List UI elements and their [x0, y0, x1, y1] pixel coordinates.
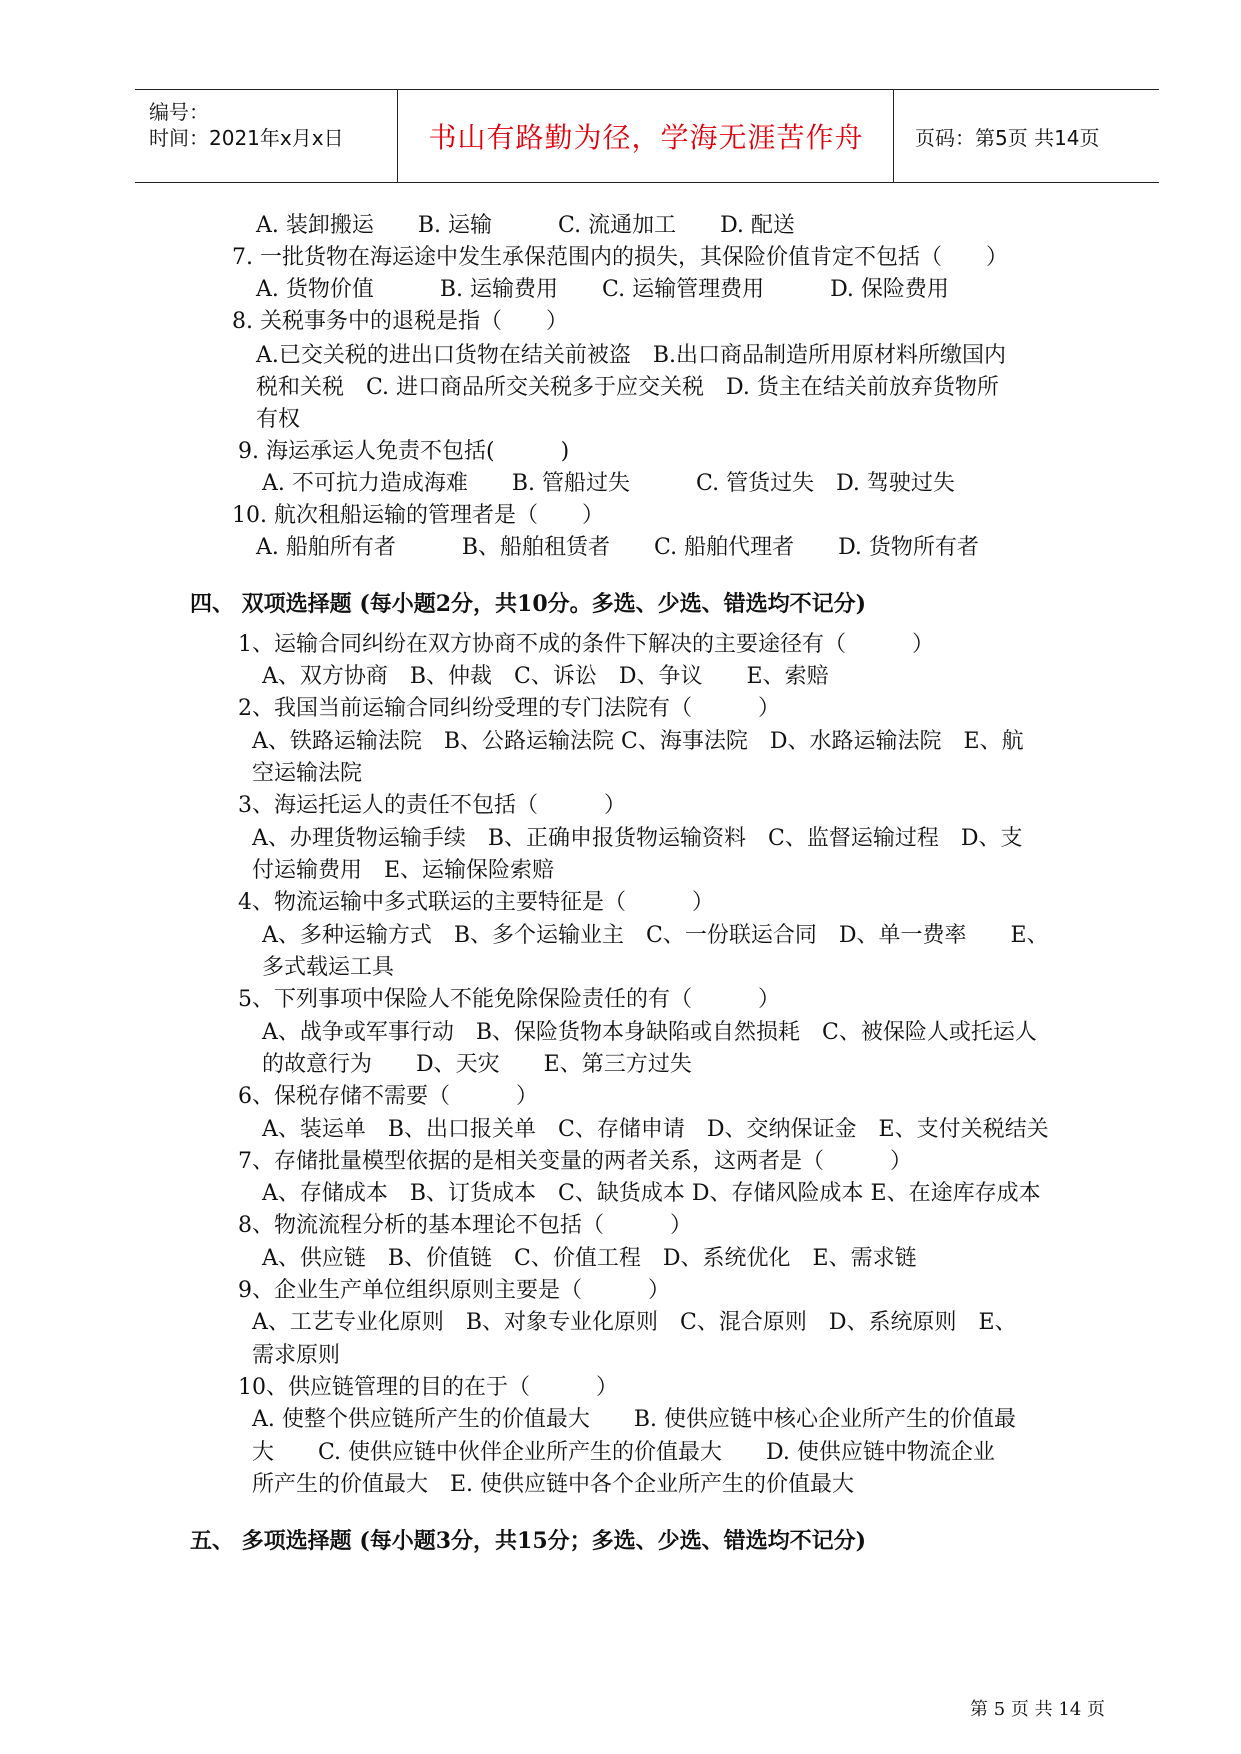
page-footer: 第 5 页 共 14 页	[970, 1699, 1105, 1720]
question-text-line: 10、供应链管理的目的在于（ ）	[238, 1375, 618, 1400]
question-text-line: 大 C. 使供应链中伙伴企业所产生的价值最大 D. 使供应链中物流企业	[252, 1440, 995, 1465]
question-text-line: A、多种运输方式 B、多个运输业主 C、一份联运合同 D、单一费率 E、	[262, 923, 1049, 948]
question-text-line: A.已交关税的进出口货物在结关前被盗 B.出口商品制造所用原材料所缴国内	[256, 343, 1007, 368]
question-text-line: 7、存储批量模型依据的是相关变量的两者关系，这两者是（ ）	[238, 1149, 912, 1174]
header-motto: 书山有路勤为径，学海无涯苦作舟	[428, 121, 864, 154]
document-time-label: 时间：2021年x月x日	[149, 126, 344, 150]
question-text-line: 10. 航次租船运输的管理者是（ ）	[232, 503, 604, 528]
question-text-line: A、战争或军事行动 B、保险货物本身缺陷或自然损耗 C、被保险人或托运人	[262, 1020, 1037, 1045]
question-text-line: 2、我国当前运输合同纠纷受理的专门法院有（ ）	[238, 696, 780, 721]
section-title-4: 四、 双项选择题 (每小题2分，共10分。多选、少选、错选均不记分)	[190, 591, 867, 617]
question-text-line: 8、物流流程分析的基本理论不包括（ ）	[238, 1213, 692, 1238]
question-text-line: 5、下列事项中保险人不能免除保险责任的有（ ）	[238, 987, 780, 1012]
question-text-line: 4、物流运输中多式联运的主要特征是（ ）	[238, 890, 714, 915]
question-text-line: 有权	[256, 407, 301, 432]
document-number-label: 编号：	[149, 100, 209, 124]
question-text-line: A、工艺专业化原则 B、对象专业化原则 C、混合原则 D、系统原则 E、	[252, 1310, 1017, 1335]
section-title-5: 五、 多项选择题 (每小题3分，共15分；多选、少选、错选均不记分)	[190, 1528, 867, 1554]
question-text-line: 付运输费用 E、运输保险索赔	[252, 858, 555, 883]
question-text-line: 税和关税 C. 进口商品所交关税多于应交关税 D. 货主在结关前放弃货物所	[256, 375, 999, 400]
question-text-line: A、铁路运输法院 B、公路运输法院 C、海事法院 D、水路运输法院 E、航	[252, 729, 1024, 754]
header-motto-cell	[399, 90, 894, 182]
question-text-line: 9、企业生产单位组织原则主要是（ ）	[238, 1278, 670, 1303]
question-text-line: 所产生的价值最大 E. 使供应链中各个企业所产生的价值最大	[252, 1472, 855, 1497]
question-text-line: A、双方协商 B、仲裁 C、诉讼 D、争议 E、索赔	[262, 664, 829, 689]
question-text-line: 多式载运工具	[262, 955, 395, 980]
question-text-line: 的故意行为 D、天灾 E、第三方过失	[262, 1052, 692, 1077]
question-text-line: 1、运输合同纠纷在双方协商不成的条件下解决的主要途径有（ ）	[238, 632, 934, 657]
question-text-line: A. 船舶所有者 B、船舶租赁者 C. 船舶代理者 D. 货物所有者	[256, 535, 979, 560]
question-text-line: 8. 关税事务中的退税是指（ ）	[232, 309, 568, 334]
question-text-line: A、装运单 B、出口报关单 C、存储申请 D、交纳保证金 E、支付关税结关	[262, 1117, 1049, 1142]
header-left-cell	[135, 90, 398, 182]
question-text-line: A、办理货物运输手续 B、正确申报货物运输资料 C、监督运输过程 D、支	[252, 826, 1023, 851]
question-text-line: A. 不可抗力造成海难 B. 管船过失 C. 管货过失 D. 驾驶过失	[262, 471, 955, 496]
question-text-line: 6、保税存储不需要（ ）	[238, 1084, 538, 1109]
header-page-info: 页码：第5页 共14页	[915, 125, 1100, 150]
question-text-line: A. 装卸搬运 B. 运输 C. 流通加工 D. 配送	[256, 213, 795, 238]
question-text-line: 7. 一批货物在海运途中发生承保范围内的损失，其保险价值肯定不包括（ ）	[232, 245, 1008, 270]
question-text-line: 3、海运托运人的责任不包括（ ）	[238, 793, 626, 818]
question-text-line: A. 货物价值 B. 运输费用 C. 运输管理费用 D. 保险费用	[256, 277, 949, 302]
question-text-line: A. 使整个供应链所产生的价值最大 B. 使供应链中核心企业所产生的价值最	[252, 1407, 1017, 1432]
page-header	[135, 89, 1159, 183]
question-text-line: A、供应链 B、价值链 C、价值工程 D、系统优化 E、需求链	[262, 1246, 917, 1271]
question-text-line: 9. 海运承运人免责不包括( )	[238, 439, 570, 464]
header-page-cell	[895, 90, 1159, 182]
question-text-line: 空运输法院	[252, 761, 363, 786]
question-text-line: 需求原则	[252, 1343, 341, 1368]
question-text-line: A、存储成本 B、订货成本 C、缺货成本 D、存储风险成本 E、在途库存成本	[262, 1181, 1041, 1206]
